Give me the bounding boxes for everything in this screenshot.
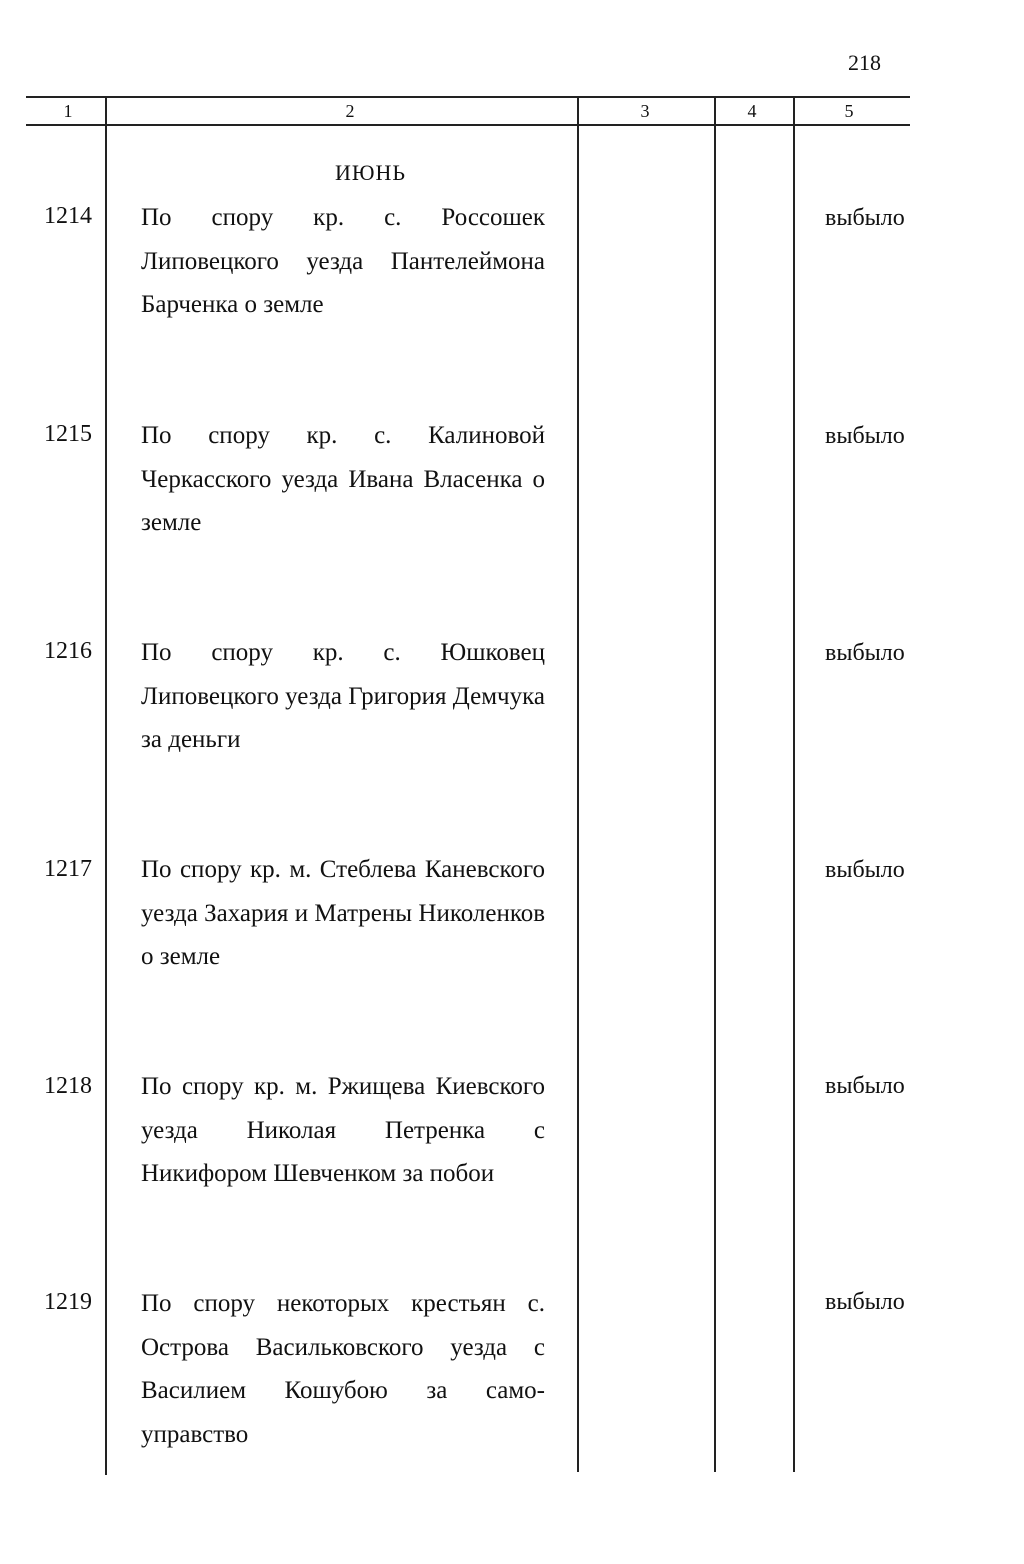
entry-status: выбыло (825, 1073, 905, 1099)
header-bottom-rule (26, 124, 910, 126)
entry-number: 1219 (44, 1289, 92, 1315)
column-header-5: 5 (844, 101, 854, 121)
column-divider-4 (793, 97, 795, 1472)
page-number: 218 (848, 50, 881, 75)
column-header-2: 2 (345, 101, 355, 121)
entry-number: 1216 (44, 638, 92, 664)
entry-status: выбыло (825, 1289, 905, 1315)
entry-number: 1214 (44, 203, 92, 229)
entry-number: 1217 (44, 856, 92, 882)
column-divider-1 (105, 97, 107, 1475)
entry-description: По спору кр. с. Калиновой Черкасского уезда Ивана Власенка о земле (141, 422, 545, 536)
entry-description: По спору кр. с. Россошек Липовецкого уезда Пантелеймона Барченка о земле (141, 204, 545, 318)
column-divider-2 (577, 97, 579, 1472)
column-divider-3 (714, 97, 716, 1472)
entry-description: По спору кр. м. Стеблева Каневского уезда Захария и Матрены Николенков о земле (141, 856, 545, 970)
entry-description: По спору кр. м. Ржищева Киевского уезда Николая Петренка с Никифором Шевченком за побои (141, 1073, 545, 1187)
entry-description: По спору некоторых крестьян с. Острова Васильковского уезда с Василием Кошубою за само-управство (141, 1290, 545, 1448)
entry-status: выбыло (825, 857, 905, 883)
column-header-3: 3 (640, 101, 650, 121)
column-header-1: 1 (63, 101, 73, 121)
column-header-4: 4 (747, 101, 757, 121)
section-title: ИЮНЬ (335, 160, 407, 185)
entry-status: выбыло (825, 640, 905, 666)
entry-number: 1218 (44, 1073, 92, 1099)
header-top-rule (26, 96, 910, 98)
entry-status: выбыло (825, 423, 905, 449)
entry-status: выбыло (825, 205, 905, 231)
entry-number: 1215 (44, 421, 92, 447)
entry-description: По спору кр. с. Юшковец Липовецкого уезда Григория Демчука за деньги (141, 639, 545, 753)
